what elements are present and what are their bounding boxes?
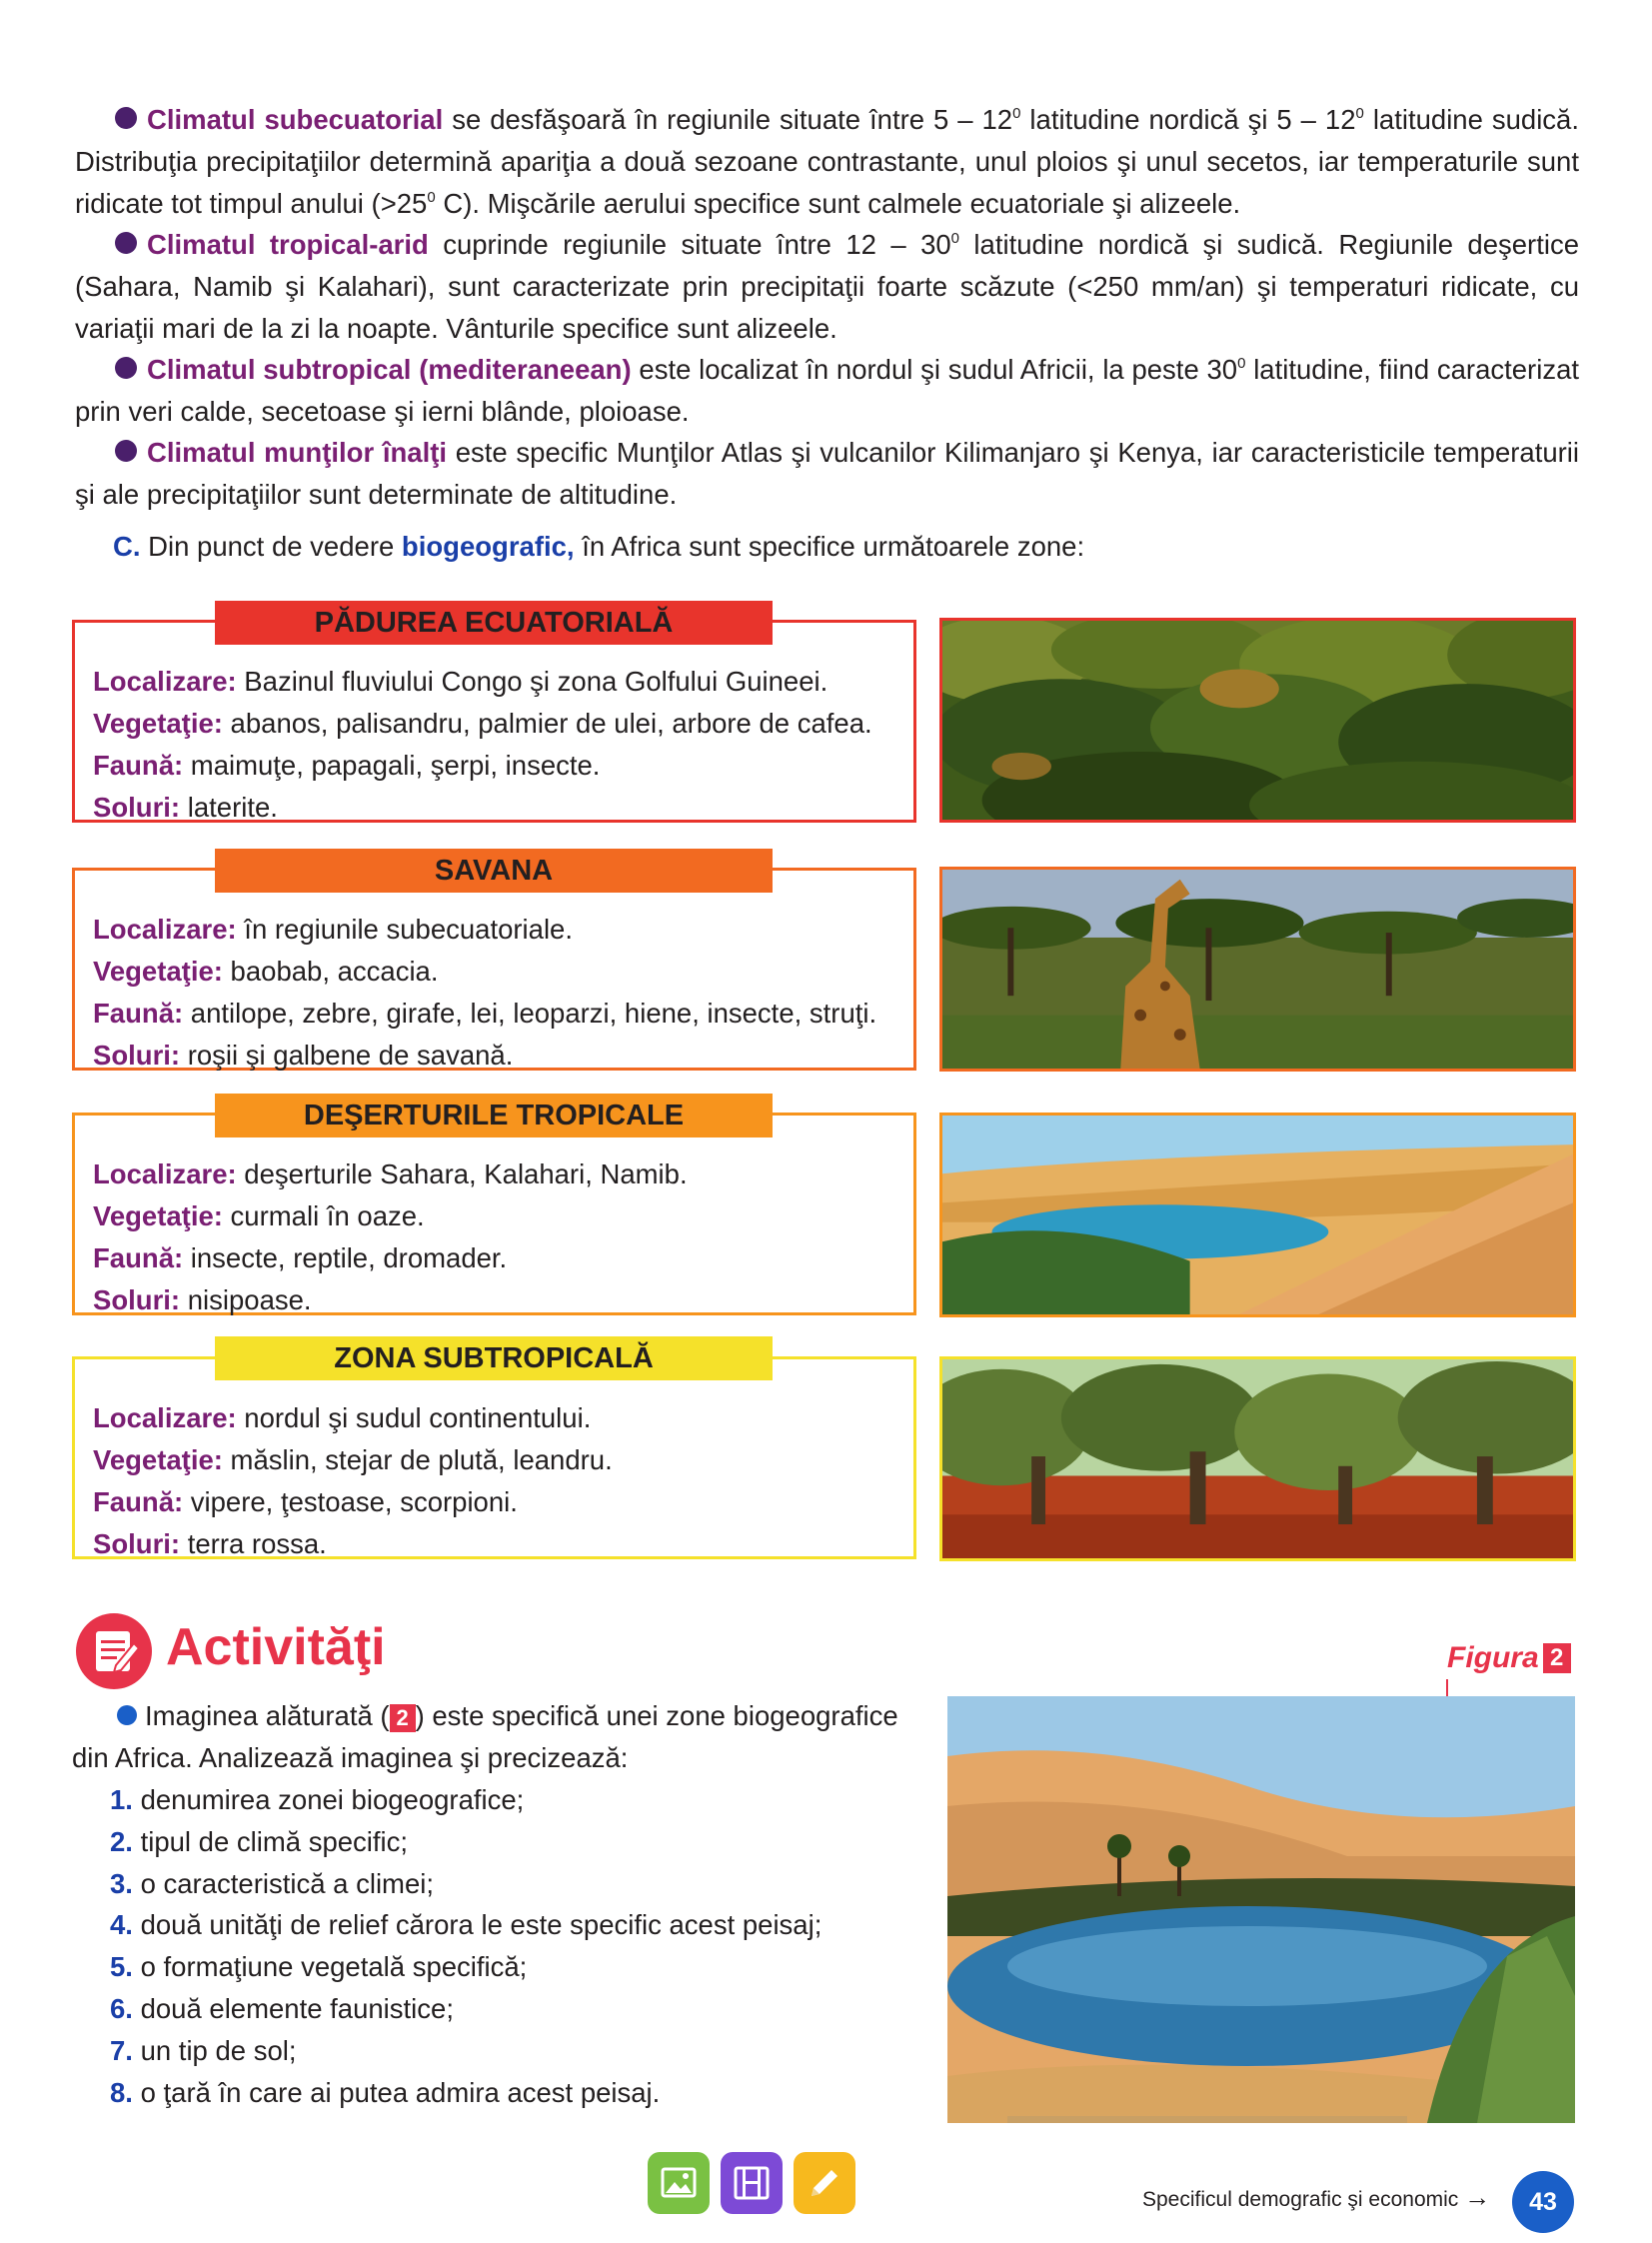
pencil-icon bbox=[794, 2152, 855, 2214]
list-item: 1. denumirea zonei biogeografice; bbox=[110, 1784, 525, 1815]
desert-oasis-photo bbox=[939, 1113, 1576, 1317]
footer-chapter-title: Specificul demografic şi economic → bbox=[1142, 2182, 1491, 2212]
climate-subtropical: Climatul subtropical (mediteraneean) este localizat în nordul şi sudul Africii, la peste $30^0$ latitudine, fiind caracterizat prin veri calde, secetoase şi ierni blânde, ploioase. bbox=[75, 354, 1579, 427]
zone-details: Localizare: în regiunile subecuatoriale. Vegetaţie: baobab, accacia. Faună: antilope, zebre, girafe, lei, leoparzi, hiene, insecte, struţi. Soluri: roşii şi galbene de savană. bbox=[93, 914, 877, 1071]
exercise-resource-button[interactable] bbox=[794, 2152, 855, 2214]
list-item: 2. tipul de climă specific; bbox=[110, 1825, 409, 1857]
olive-grove-photo bbox=[939, 1356, 1576, 1561]
climate-tropical-arid: Climatul tropical-arid cuprinde regiunile situate între $12 - 30^0$ latitudine nordică şi sudică. Regiunile deşertice (Sahara, Namib şi Kalahari), sunt caracterizate prin precipitaţii foarte scăzute (<250 mm/an) şi temperaturi ridicate, cu variaţii mari de la zi la noapte. Vânturile specifice sunt alizeele. bbox=[75, 229, 1579, 344]
activities-title: Activităţi bbox=[166, 1618, 386, 1676]
equatorial-forest-photo bbox=[939, 618, 1576, 823]
biogeographic-intro: C. Din punct de vedere biogeografic, în Africa sunt specifice următoarele zone: bbox=[113, 531, 1085, 562]
climate-mountains: Climatul munţilor înalţi este specific Munţilor Atlas şi vulcanilor Kilimanjaro şi Kenya, iar caracteristicile temperaturii şi ale precipitaţiilor sunt determinate de altitudine. bbox=[75, 437, 1580, 510]
list-item: 7. un tip de sol; bbox=[110, 2034, 297, 2066]
list-item: 8. o ţară în care ai putea admira acest peisaj. bbox=[110, 2076, 661, 2108]
bullet-icon bbox=[115, 232, 137, 254]
zone-title-savanna: SAVANA bbox=[215, 849, 773, 893]
image-resource-button[interactable] bbox=[648, 2152, 710, 2214]
zone-title-tropical-deserts: DEŞERTURILE TROPICALE bbox=[215, 1094, 773, 1137]
zone-box-savanna bbox=[72, 868, 916, 1071]
list-item: 3. o caracteristică a climei; bbox=[110, 1867, 435, 1899]
figure-label: Figura 2 bbox=[1447, 1641, 1571, 1675]
zone-title-equatorial-forest: PĂDUREA ECUATORIALĂ bbox=[215, 601, 773, 645]
list-item: 6. două elemente faunistice; bbox=[110, 1992, 454, 2024]
bullet-icon bbox=[115, 107, 137, 129]
zone-details: Localizare: nordul şi sudul continentului. Vegetaţie: măslin, stejar de plută, leandru. Faună: vipere, ţestoase, scorpioni. Soluri: terra rossa. bbox=[93, 1402, 613, 1559]
film-icon bbox=[721, 2152, 783, 2214]
figure-ref-badge: 2 bbox=[390, 1704, 416, 1732]
video-resource-button[interactable] bbox=[721, 2152, 783, 2214]
bullet-icon bbox=[115, 357, 137, 379]
list-item: 5. o formaţiune vegetală specifică; bbox=[110, 1951, 528, 1983]
zone-title-subtropical: ZONA SUBTROPICALĂ bbox=[215, 1336, 773, 1380]
activities-pencil-icon bbox=[76, 1613, 152, 1689]
bullet-icon bbox=[117, 1705, 137, 1725]
figure-number-badge: 2 bbox=[1543, 1643, 1571, 1673]
zone-details: Localizare: deşerturile Sahara, Kalahari, Namib. Vegetaţie: curmali în oaze. Faună: insecte, reptile, dromader. Soluri: nisipoase. bbox=[93, 1158, 688, 1315]
savanna-photo bbox=[939, 867, 1576, 1072]
activity-instruction: Imaginea alăturată ( 2 ) este specifică unei zone biogeografice din Africa. Analizează imaginea şi precizează: bbox=[72, 1700, 898, 1773]
bullet-icon bbox=[115, 440, 137, 462]
page-number: 43 bbox=[1512, 2171, 1574, 2233]
zone-details: Localizare: Bazinul fluviului Congo şi zona Golfului Guineei. Vegetaţie: abanos, palisandru, palmier de ulei, arbore de cafea. Faună: maimuţe, papagali, şerpi, insecte. Soluri: laterite. bbox=[93, 666, 872, 823]
zone-box-equatorial-forest bbox=[72, 620, 916, 823]
zone-box-subtropical bbox=[72, 1356, 916, 1559]
arrow-right-icon: → bbox=[1464, 2182, 1491, 2212]
question-list bbox=[110, 1779, 822, 2113]
climate-subequatorial: Climatul subecuatorial se desfăşoară în regiunile situate între $5 - 12^0$ latitudine nordică şi $5 - 12^0$ latitudine sudică. Distribuţia precipitaţiilor determină apariţia a două sezoane contrastante, unul ploios şi unul secetos, iar temperaturile sunt ridicate tot timpul anului ($>25^0$ C). Mişcările aerului specifice sunt calmele ecuatoriale şi alizeele. bbox=[75, 104, 1579, 219]
list-item: 4. două unităţi de relief cărora le este specific acest peisaj; bbox=[110, 1909, 823, 1941]
zone-box-tropical-deserts bbox=[72, 1113, 916, 1315]
figure-2-oasis-photo bbox=[947, 1696, 1575, 2123]
image-icon bbox=[648, 2152, 710, 2214]
